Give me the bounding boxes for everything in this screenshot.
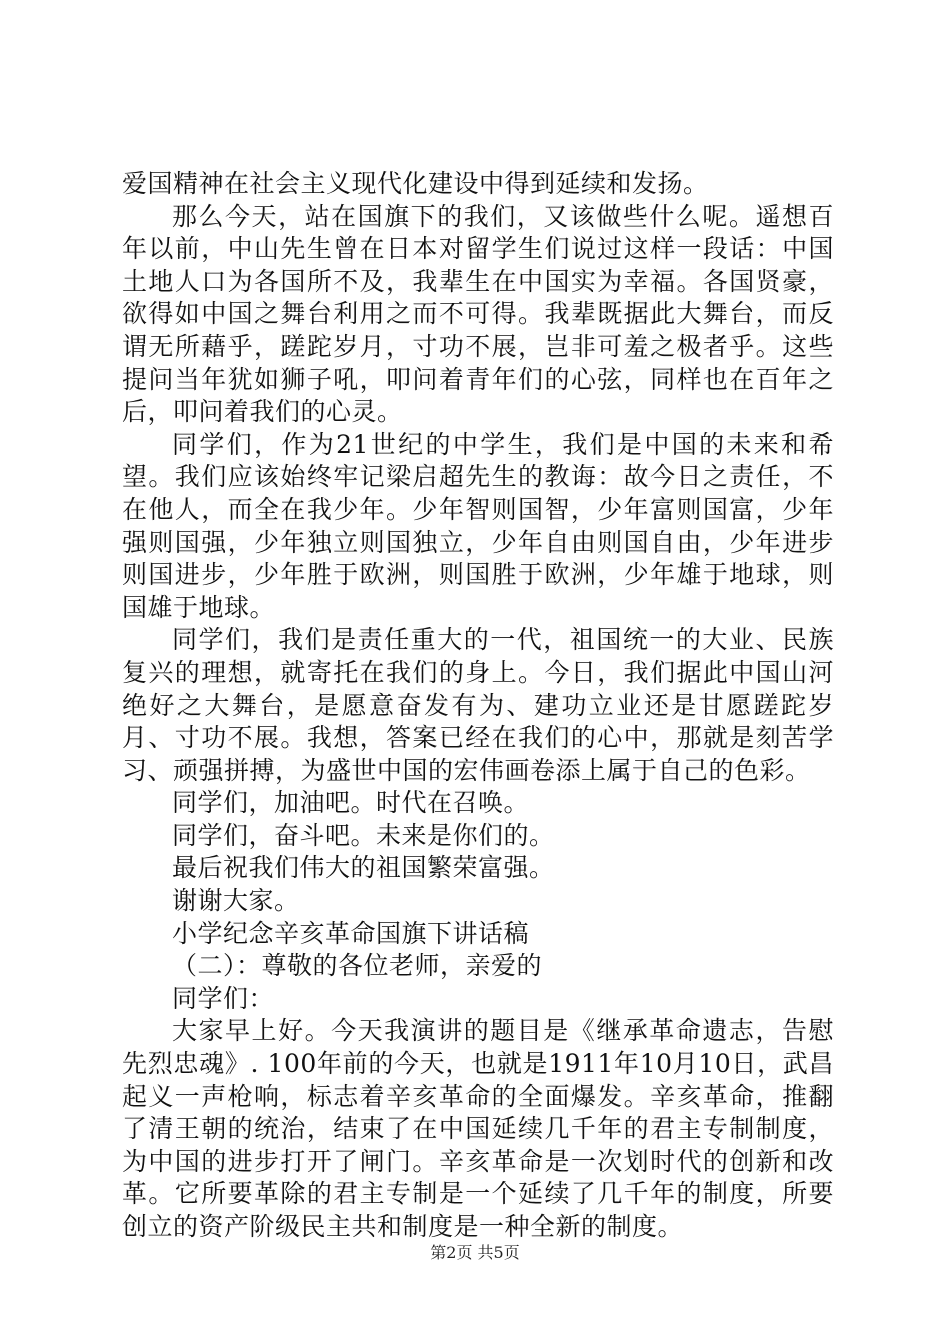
section-title: 小学纪念辛亥革命国旗下讲话稿 [172, 918, 530, 948]
paragraph-4: 同学们，我们是责任重大的一代，祖国统一的大业、民族复兴的理想，就寄托在我们的身上。今日，我们据此中国山河绝好之大舞台，是愿意奋发有为、建功立业还是甘愿蹉跎岁月、寸功不展。我想，答案已经在我们的心中，那就是刻苦学习、顽强拼搏，为盛世中国的宏伟画卷添上属于自己的色彩。 [122, 625, 834, 785]
page-footer: 第2页 共5页 [430, 1243, 520, 1262]
paragraph-8: 谢谢大家。 [172, 886, 300, 916]
paragraph-11: 同学们： [172, 983, 275, 1013]
paragraph-1: 爱国精神在社会主义现代化建设中得到延续和发扬。 [122, 169, 709, 198]
paragraph-6: 同学们，奋斗吧。未来是你们的。 [172, 820, 555, 850]
paragraph-10: （二）：尊敬的各位老师，亲爱的 [172, 951, 543, 981]
document-body [122, 168, 834, 1244]
paragraph-7: 最后祝我们伟大的祖国繁荣富强。 [172, 853, 555, 883]
paragraph-12: 大家早上好。今天我演讲的题目是《继承革命遗志，告慰先烈忠魂》. 100年前的今天，也就是1911年10月10日，武昌起义一声枪响，标志着辛亥革命的全面爆发。辛亥革命，推翻了清王朝的统治，结束了在中国延续几千年的君主专制制度，为中国的进步打开了闸门。辛亥革命是一次划时代的创新和改革。它所要革除的君主专制是一个延续了几千年的制度，所要创立的资产阶级民主共和制度是一种全新的制度。 [122, 1016, 834, 1241]
paragraph-5: 同学们，加油吧。时代在召唤。 [172, 788, 530, 818]
paragraph-2: 那么今天，站在国旗下的我们，又该做些什么呢。遥想百年以前，中山先生曾在日本对留学生们说过这样一段话：中国土地人口为各国所不及，我辈生在中国实为幸福。各国贤豪，欲得如中国之舞台利用之而不可得。我辈既据此大舞台，而反谓无所藉乎，蹉跎岁月，寸功不展，岂非可羞之极者乎。这些提问当年犹如狮子吼，叩问着青年们的心弦，同样也在百年之后，叩问着我们的心灵。 [122, 201, 834, 427]
paragraph-3: 同学们，作为21世纪的中学生，我们是中国的未来和希望。我们应该始终牢记梁启超先生的教诲：故今日之责任，不在他人，而全在我少年。少年智则国智，少年富则国富，少年强则国强，少年独立则国独立，少年自由则国自由，少年进步则国进步，少年胜于欧洲，则国胜于欧洲，少年雄于地球，则国雄于地球。 [122, 429, 834, 622]
